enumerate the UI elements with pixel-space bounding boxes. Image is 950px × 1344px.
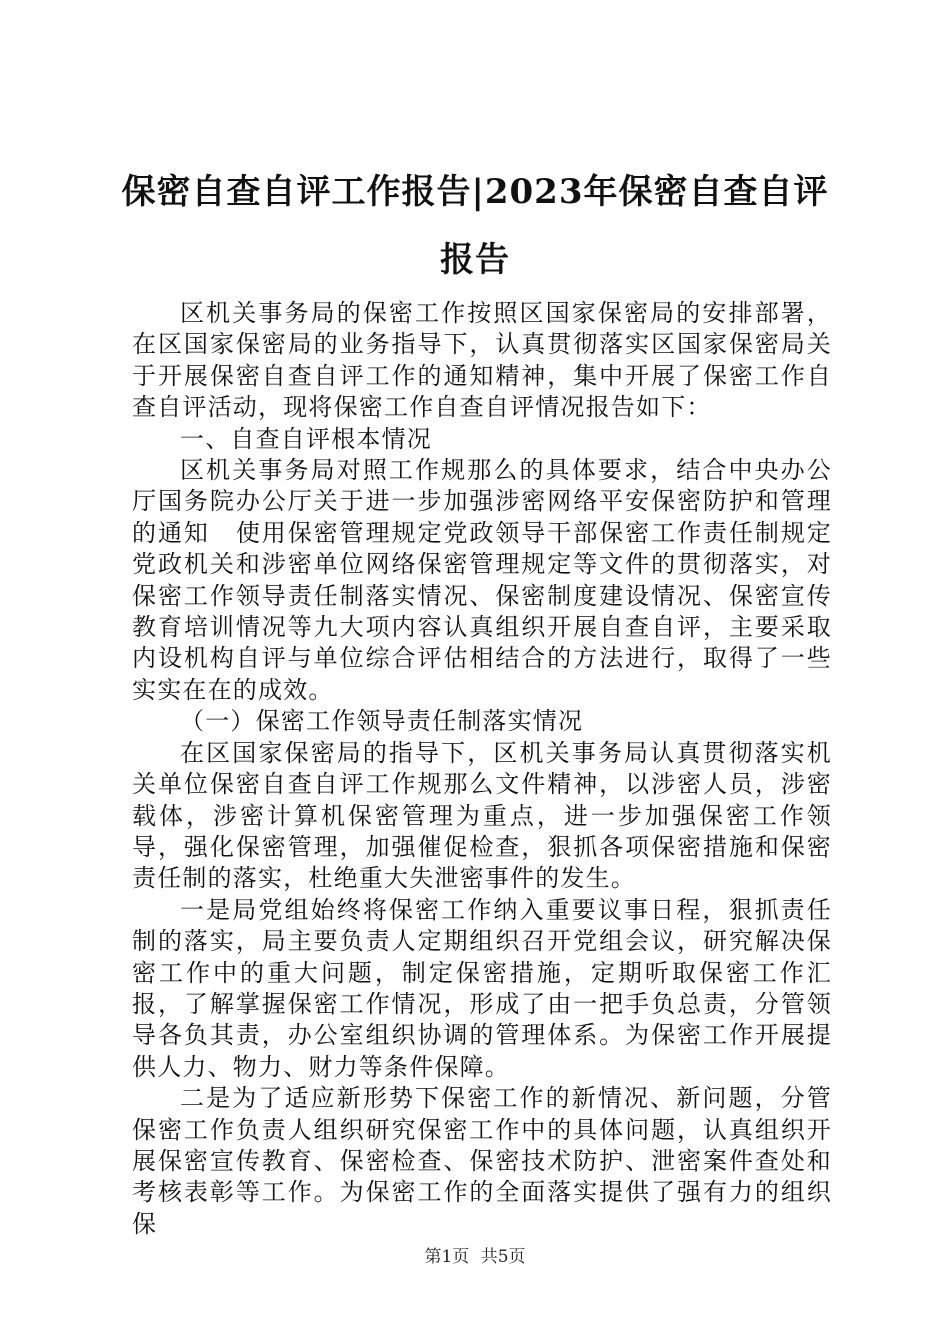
document-title: 保密自查自评工作报告|2023年保密自查自评报告	[121, 172, 829, 280]
paragraph-point-two: 二是为了适应新形势下保密工作的新情况、新问题，分管保密工作负责人组织研究保密工作中的具体问题，认真组织开展保密宣传教育、保密检查、保密技术防护、泄密案件查处和考核表彰等工作。为保密工作的全面落实提供了强有力的组织保	[132, 1084, 832, 1238]
section-heading-basic: 一、自查自评根本情况	[180, 424, 432, 453]
paragraph-intro: 区机关事务局的保密工作按照区国家保密局的安排部署，在区国家保密局的业务指导下，认真贯彻落实区国家保密局关于开展保密自查自评工作的通知精神，集中开展了保密工作自查自评活动，现将保密工作自查自评情况报告如下：	[132, 299, 832, 422]
paragraph-guidance: 在区国家保密局的指导下，区机关事务局认真贯彻落实机关单位保密自查自评工作规那么文件精神，以涉密人员，涉密载体，涉密计算机保密管理为重点，进一步加强保密工作领导，强化保密管理，加强催促检查，狠抓各项保密措施和保密责任制的落实，杜绝重大失泄密事件的发生。	[132, 738, 832, 893]
page-number: 第1页	[424, 1247, 470, 1267]
paragraph-point-one: 一是局党组始终将保密工作纳入重要议事日程，狠抓责任制的落实，局主要负责人定期组织召开党组会议，研究解决保密工作中的重大问题，制定保密措施，定期听取保密工作汇报，了解掌握保密工作情况，形成了由一把手负总责，分管领导各负其责，办公室组织协调的管理体系。为保密工作开展提供人力、物力、财力等条件保障。	[132, 895, 832, 1081]
document-body	[132, 298, 832, 1240]
page-total: 共5页	[480, 1247, 526, 1267]
paragraph-basic-situation: 区机关事务局对照工作规那么的具体要求，结合中央办公厅国务院办公厅关于进一步加强涉密网络平安保密防护和管理的通知 使用保密管理规定党政领导干部保密工作责任制规定党政机关和涉密单位网络保密管理规定等文件的贯彻落实，对保密工作领导责任制落实情况、保密制度建设情况、保密宣传教育培训情况等九大项内容认真组织开展自查自评，主要采取内设机构自评与单位综合评估相结合的方法进行，取得了一些实实在在的成效。	[132, 456, 832, 704]
page-footer	[0, 1245, 950, 1269]
subsection-heading-responsibility: （一）保密工作领导责任制落实情况	[180, 707, 584, 736]
